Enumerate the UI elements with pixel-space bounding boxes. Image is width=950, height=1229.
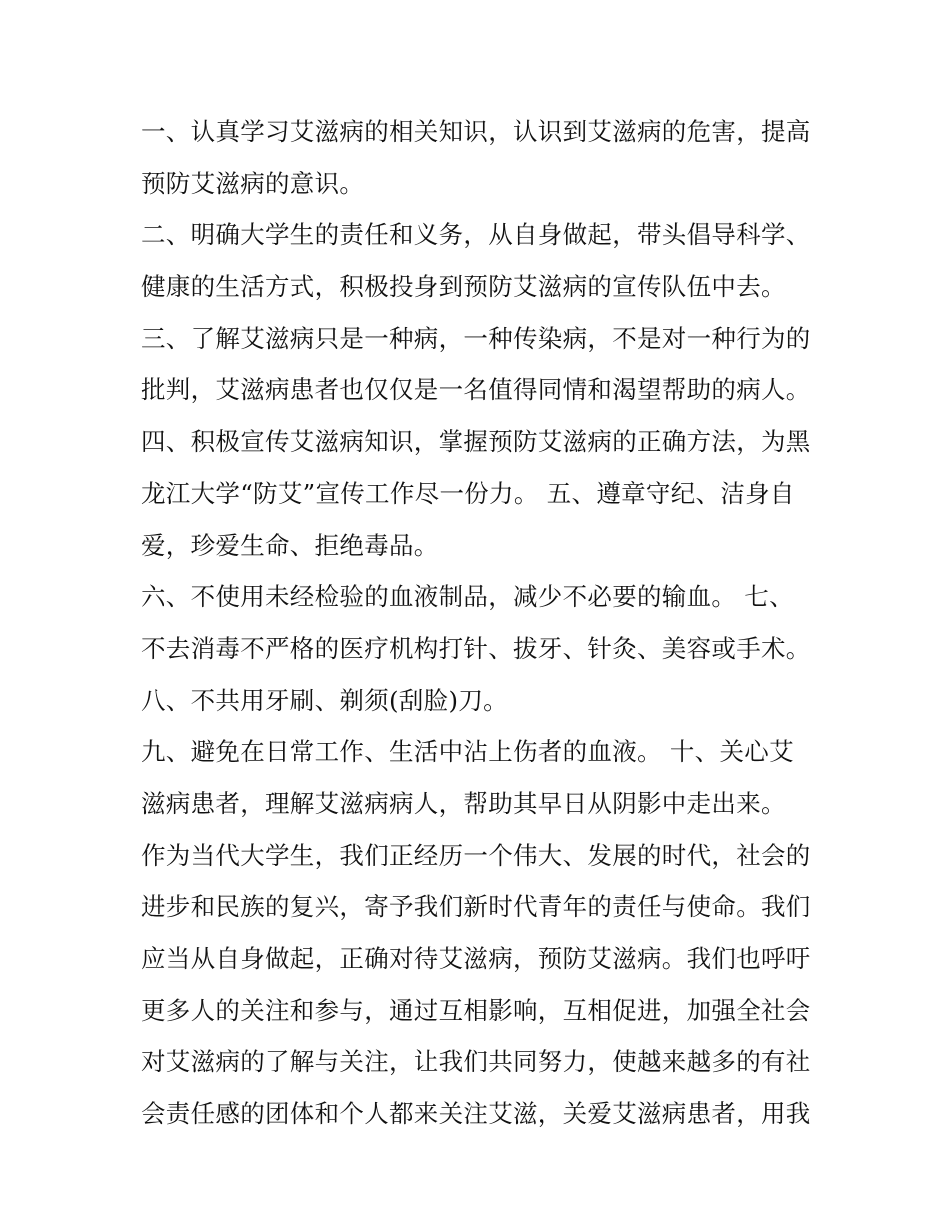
text-line: 一、认真学习艾滋病的相关知识，认识到艾滋病的危害，提高 — [141, 117, 811, 146]
text-line: 六、不使用未经检验的血液制品，减少不必要的输血。 七、 — [141, 582, 794, 612]
text-line: 四、积极宣传艾滋病知识，掌握预防艾滋病的正确方法，为黑 — [141, 427, 811, 457]
text-line: 二、明确大学生的责任和义务，从自身做起，带头倡导科学、 — [141, 220, 811, 250]
text-line: 更多人的关注和参与，通过互相影响，互相促进，加强全社会 — [141, 995, 811, 1025]
text-line: 三、了解艾滋病只是一种病，一种传染病，不是对一种行为的 — [141, 323, 811, 353]
text-line: 会责任感的团体和个人都来关注艾滋，关爱艾滋病患者，用我 — [141, 1099, 811, 1129]
text-line: 进步和民族的复兴，寄予我们新时代青年的责任与使命。我们 — [141, 892, 811, 922]
text-line: 应当从自身做起，正确对待艾滋病，预防艾滋病。我们也呼吁 — [141, 944, 811, 973]
text-line: 八、不共用牙刷、剃须(刮脸)刀。 — [141, 685, 508, 715]
text-line: 不去消毒不严格的医疗机构打针、拔牙、针灸、美容或手术。 — [141, 633, 811, 663]
text-line: 爱，珍爱生命、拒绝毒品。 — [141, 530, 439, 560]
text-line: 健康的生活方式，积极投身到预防艾滋病的宣传队伍中去。 — [141, 272, 786, 302]
text-line: 对艾滋病的了解与关注，让我们共同努力，使越来越多的有社 — [141, 1047, 811, 1077]
text-line: 龙江大学“防艾”宣传工作尽一份力。 五、遵章守纪、洁身自 — [141, 478, 795, 508]
document-body — [141, 106, 821, 1140]
text-line: 作为当代大学生，我们正经历一个伟大、发展的时代，社会的 — [141, 840, 811, 870]
text-line: 滋病患者，理解艾滋病病人，帮助其早日从阴影中走出来。 — [141, 788, 786, 818]
text-line: 预防艾滋病的意识。 — [141, 168, 365, 198]
text-line: 批判，艾滋病患者也仅仅是一名值得同情和渴望帮助的病人。 — [141, 375, 811, 405]
text-line: 九、避免在日常工作、生活中沾上伤者的血液。 十、关心艾 — [141, 737, 794, 767]
